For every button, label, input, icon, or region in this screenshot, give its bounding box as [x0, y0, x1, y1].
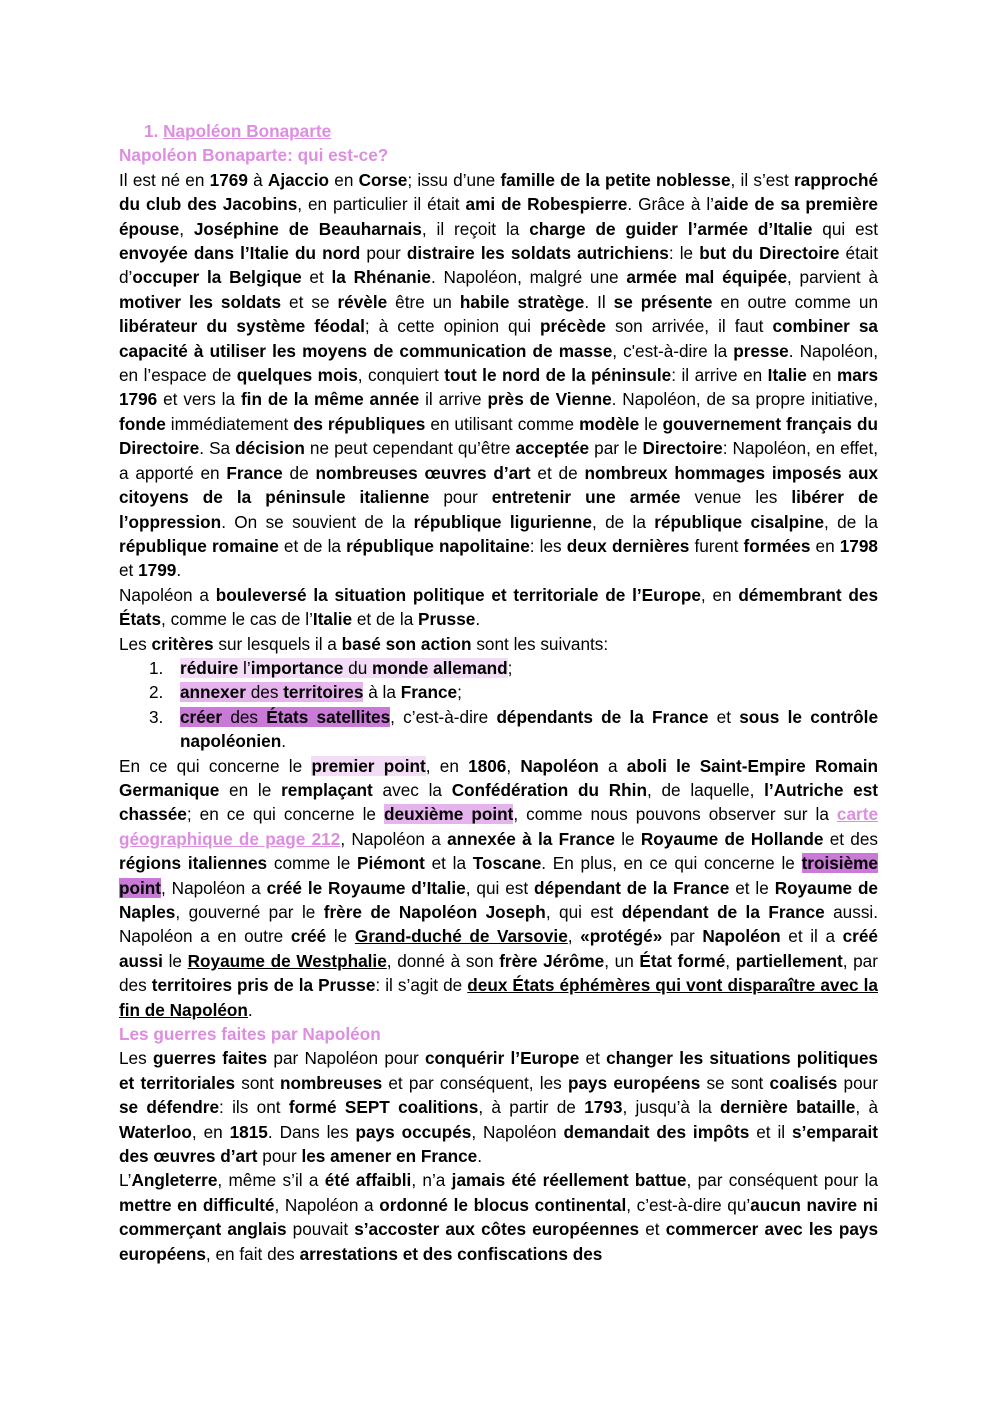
paragraph-criteres: Les critères sur lesquels il a basé son action sont les suivants:	[119, 633, 609, 654]
subheading-guerres: Les guerres faites par Napoléon	[119, 1024, 381, 1045]
section-heading: 1. Napoléon Bonaparte	[144, 121, 332, 141]
criteria-list	[119, 656, 878, 754]
paragraph-biography: Il est né en 1769 à Ajaccio en Corse; issu d’une famille de la petite noblesse, il s’est rapproché du club des Jacobins, en particulier il était ami de Robespierre. Grâce à l’aide de sa première épouse, Joséphine de Beauharnais, il reçoit la charge de guider l’armée d’Italie qui est envoyée dans l’Italie du nord pour distraire les soldats autrichiens: le but du Directoire était d’occuper la Belgique et la Rhénanie. Napoléon, malgré une armée mal équipée, parvient à motiver les soldats et se révèle être un habile stratège. Il se présente en outre comme un libérateur du système féodal; à cette opinion qui précède son arrivée, il faut combiner sa capacité à utiliser les moyens de communication de masse, c'est-à-dire la presse. Napoléon, en l’espace de quelques mois, conquiert tout le nord de la péninsule: il arrive en Italie en mars 1796 et vers la fin de la même année il arrive près de Vienne. Napoléon, de sa propre initiative, fonde immédiatement des républiques en utilisant comme modèle le gouvernement français du Directoire. Sa décision ne peut cependant qu’être acceptée par le Directoire: Napoléon, en effet, a apporté en France de nombreuses œuvres d’art et de nombreux hommages imposés aux citoyens de la péninsule italienne pour entretenir une armée venue les libérer de l’oppression. On se souvient de la république ligurienne, de la république cisalpine, de la république romaine et de la république napolitaine: les deux dernières furent formées en 1798 et 1799.	[119, 169, 879, 581]
list-item: 1. réduire l’importance du monde allemand;	[149, 657, 513, 678]
paragraph-guerres: Les guerres faites par Napoléon pour conquérir l’Europe et changer les situations politiques et territoriales sont nombreuses et par conséquent, les pays européens se sont coalisés pour se défendre: ils ont formé SEPT coalitions, à partir de 1793, jusqu’à la dernière bataille, à Waterloo, en 1815. Dans les pays occupés, Napoléon demandait des impôts et il s’emparait des œuvres d’art pour les amener en France.	[119, 1048, 879, 1167]
varsovie-link[interactable]: Grand-duché de Varsovie	[354, 926, 568, 947]
paragraph-angleterre: L’Angleterre, même s’il a été affaibli, n’a jamais été réellement battue, par conséquent pour la mettre en difficulté, Napoléon a ordonné le blocus continental, c’est-à-dire qu’aucun navire ni commerçant anglais pouvait s’accoster aux côtes européennes et commercer avec les pays européens, en fait des arrestations et des confiscations des	[119, 1170, 879, 1264]
list-item: 3. créer des États satellites, c’est-à-dire dépendants de la France et sous le contrôle napoléonien.	[149, 706, 879, 752]
paragraph-points: En ce qui concerne le premier point, en 1806, Napoléon a aboli le Saint-Empire Romain Germanique en le remplaçant avec la Confédération du Rhin, de laquelle, l’Autriche est chassée; en ce qui concerne le deuxième point, comme nous pouvons observer sur la carte géographique de page 212, Napoléon a annexée à la France le Royaume de Hollande et des régions italiennes comme le Piémont et la Toscane. En plus, en ce qui concerne le troisième point, Napoléon a créé le Royaume d’Italie, qui est dépendant de la France et le Royaume de Naples, gouverné par le frère de Napoléon Joseph, qui est dépendant de la France aussi. Napoléon a en outre créé le Grand-duché de Varsovie, «protégé» par Napoléon et il a créé aussi le Royaume de Westphalie, donné à son frère Jérôme, un État formé, partiellement, par des territoires pris de la Prusse: il s’agit de deux États éphémères qui vont disparaître avec la fin de Napoléon.	[119, 755, 879, 1020]
subheading-qui-est-ce: Napoléon Bonaparte: qui est-ce?	[119, 145, 389, 166]
list-item: 2. annexer des territoires à la France;	[149, 682, 462, 703]
document-page	[119, 119, 878, 1266]
section-heading-link[interactable]: Napoléon Bonaparte	[163, 121, 332, 141]
paragraph-europe: Napoléon a bouleversé la situation politique et territoriale de l’Europe, en démembrant des États, comme le cas de l’Italie et de la Prusse.	[119, 584, 879, 630]
map-page-link[interactable]: carte géographique de page 212	[119, 804, 879, 849]
westphalie-link[interactable]: Royaume de Westphalie	[187, 950, 387, 971]
